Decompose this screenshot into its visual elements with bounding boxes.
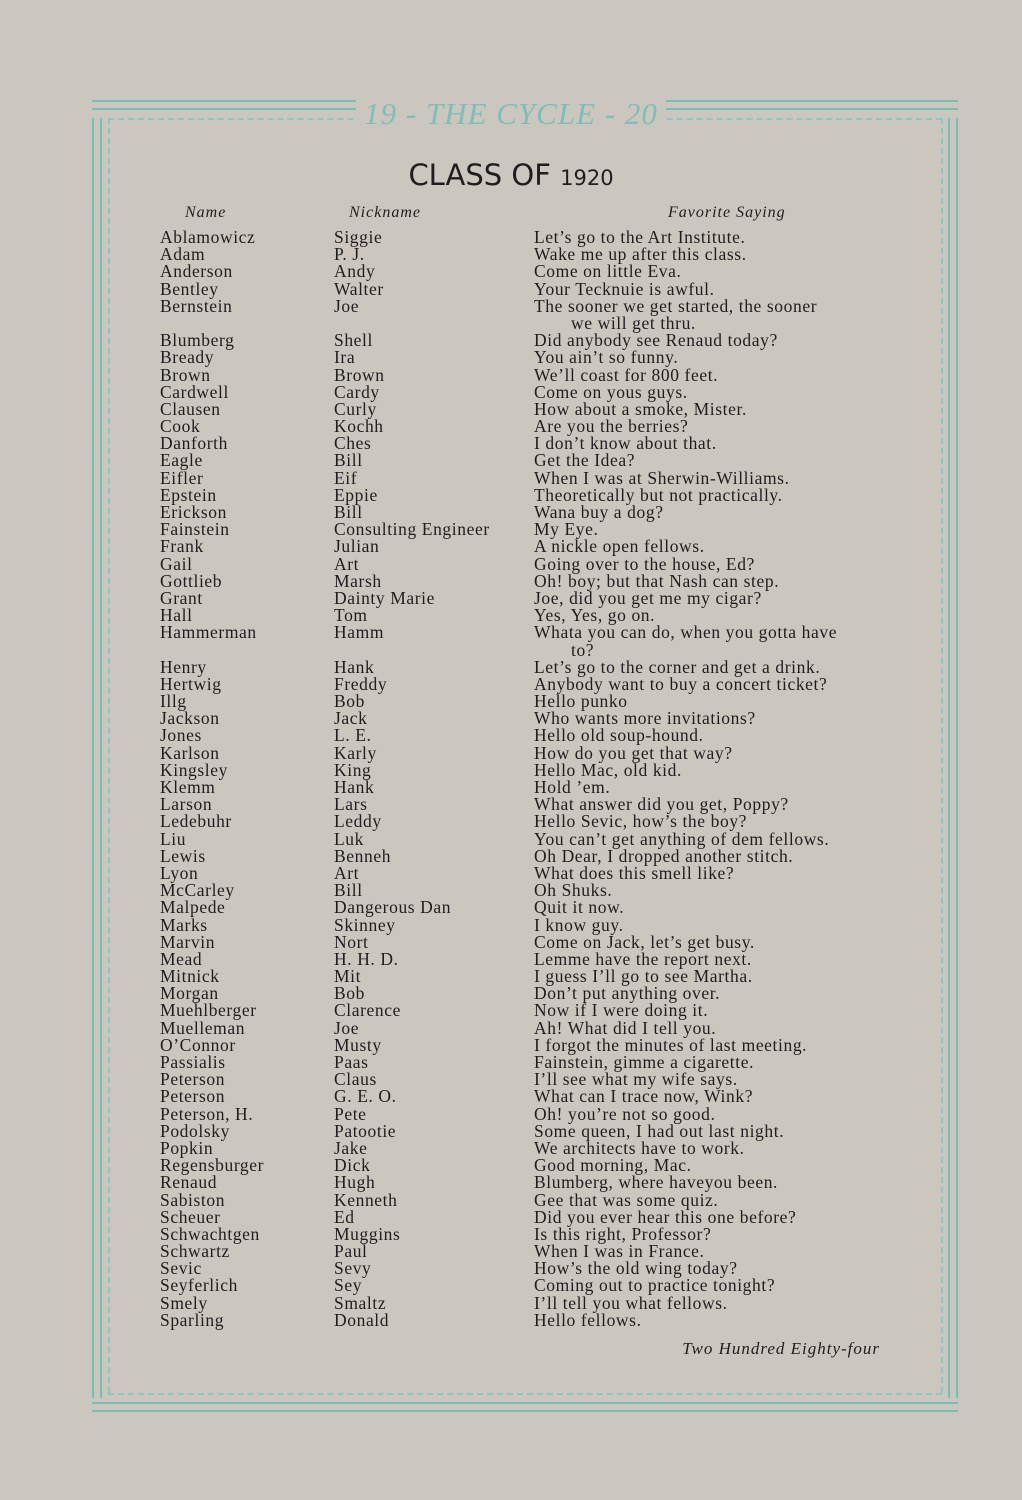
roster-row	[160, 570, 885, 591]
roster-row	[160, 673, 885, 694]
favorite-saying: Let’s go to the Art Institute.	[534, 227, 746, 247]
student-name: Muelleman	[160, 1017, 246, 1038]
favorite-saying: Lemme have the report next.	[534, 948, 752, 969]
page-title	[0, 158, 1022, 192]
favorite-saying: Theoretically but not practically.	[534, 484, 783, 505]
roster-row	[160, 332, 885, 349]
student-nickname: Ches	[334, 433, 372, 454]
roster-row	[160, 1137, 885, 1158]
student-name: Muehlberger	[160, 1000, 257, 1021]
student-name: Sparling	[160, 1309, 225, 1330]
roster-row	[160, 1002, 885, 1019]
student-nickname: Hank	[334, 777, 375, 798]
column-header-saying: Favorite Saying	[668, 204, 786, 221]
student-nickname: Pete	[334, 1103, 367, 1124]
student-nickname: G. E. O.	[334, 1086, 397, 1107]
student-name: Sevic	[160, 1258, 202, 1279]
student-name: Jackson	[160, 708, 220, 729]
student-nickname: Karly	[334, 742, 377, 763]
student-name: Anderson	[160, 261, 233, 282]
roster-row	[160, 381, 885, 402]
roster-row	[160, 1206, 885, 1227]
favorite-saying: Hello punko	[534, 691, 628, 712]
roster-row	[160, 727, 885, 744]
student-nickname: Benneh	[334, 845, 392, 866]
student-nickname: Shell	[334, 330, 373, 351]
student-nickname: Muggins	[334, 1223, 401, 1244]
student-name: Peterson	[160, 1069, 226, 1090]
roster-row	[160, 1071, 885, 1088]
roster-row	[160, 295, 885, 333]
class-roster	[160, 229, 885, 1329]
roster-row	[160, 587, 885, 608]
roster-row	[160, 504, 885, 521]
right-border-dash	[941, 118, 943, 1393]
student-name: Liu	[160, 828, 187, 849]
student-name: Cook	[160, 416, 201, 437]
favorite-saying: Your Tecknuie is awful.	[534, 278, 715, 299]
student-nickname: H. H. D.	[334, 948, 399, 969]
student-nickname: King	[334, 759, 372, 780]
student-nickname: Mit	[334, 966, 362, 987]
roster-row	[160, 1309, 885, 1330]
student-name: Blumberg	[160, 330, 235, 351]
student-name: Marvin	[160, 931, 216, 952]
roster-row	[160, 948, 885, 969]
student-name: Eifler	[160, 467, 204, 488]
student-nickname: Ed	[334, 1206, 355, 1227]
favorite-saying: Anybody want to buy a concert ticket?	[534, 673, 828, 694]
right-border-bar	[948, 118, 958, 1398]
favorite-saying: Fainstein, gimme a cigarette.	[534, 1052, 755, 1073]
student-name: Erickson	[160, 502, 228, 523]
favorite-saying: Let’s go to the corner and get a drink.	[534, 656, 821, 677]
roster-row	[160, 418, 885, 435]
favorite-saying: Is this right, Professor?	[534, 1223, 712, 1244]
roster-row	[160, 693, 885, 710]
student-name: Lewis	[160, 845, 206, 866]
page-number: Two Hundred Eighty-four	[682, 1339, 880, 1358]
student-nickname: Kenneth	[334, 1189, 398, 1210]
student-nickname: Lars	[334, 794, 368, 815]
favorite-saying: Did anybody see Renaud today?	[534, 330, 778, 351]
student-name: Hammerman	[160, 622, 257, 643]
favorite-saying: Are you the berries?	[534, 416, 689, 437]
roster-row	[160, 968, 885, 985]
favorite-saying: Yes, Yes, go on.	[534, 605, 656, 626]
roster-row	[160, 710, 885, 727]
favorite-saying: Hello Mac, old kid.	[534, 759, 682, 780]
student-nickname: Sey	[334, 1275, 363, 1296]
roster-row	[160, 1120, 885, 1141]
roster-row	[160, 1260, 885, 1277]
roster-row	[160, 398, 885, 419]
student-nickname: Joe	[334, 1017, 360, 1038]
roster-row	[160, 1054, 885, 1071]
student-nickname: Skinney	[334, 914, 396, 935]
student-name: Epstein	[160, 484, 217, 505]
roster-row	[160, 985, 885, 1002]
student-name: Illg	[160, 691, 187, 712]
student-nickname: Bob	[334, 691, 365, 712]
favorite-saying: Gee that was some quiz.	[534, 1189, 719, 1210]
student-nickname: Jack	[334, 708, 368, 729]
student-name: Regensburger	[160, 1155, 265, 1176]
roster-row	[160, 882, 885, 899]
student-name: Bernstein	[160, 295, 233, 316]
student-nickname: Donald	[334, 1309, 390, 1330]
student-name: Grant	[160, 587, 203, 608]
student-nickname: Ira	[334, 347, 356, 368]
roster-row	[160, 1292, 885, 1313]
favorite-saying: Coming out to practice tonight?	[534, 1275, 776, 1296]
favorite-saying: When I was at Sherwin-Williams.	[534, 467, 790, 488]
running-head	[0, 96, 1022, 132]
roster-row	[160, 349, 885, 366]
favorite-saying: Hello Sevic, how’s the boy?	[534, 811, 748, 832]
student-name: Seyferlich	[160, 1275, 238, 1296]
student-nickname: Cardy	[334, 381, 380, 402]
favorite-saying: What can I trace now, Wink?	[534, 1086, 754, 1107]
student-nickname: Eppie	[334, 484, 378, 505]
student-name: Ledebuhr	[160, 811, 232, 832]
favorite-saying: Quit it now.	[534, 897, 625, 918]
student-nickname: Bill	[334, 502, 363, 523]
favorite-saying: The sooner we get started, the sooner	[534, 295, 818, 316]
favorite-saying: Joe, did you get me my cigar?	[534, 587, 762, 608]
favorite-saying: Come on Jack, let’s get busy.	[534, 931, 755, 952]
favorite-saying: What answer did you get, Poppy?	[534, 794, 789, 815]
roster-row	[160, 263, 885, 280]
student-name: Popkin	[160, 1137, 214, 1158]
student-nickname: Dangerous Dan	[334, 897, 452, 918]
roster-row	[160, 759, 885, 780]
favorite-saying: Blumberg, where haveyou been.	[534, 1172, 779, 1193]
favorite-saying: Who wants more invitations?	[534, 708, 756, 729]
student-name: Schwachtgen	[160, 1223, 260, 1244]
favorite-saying: You can’t get anything of dem fellows.	[534, 828, 830, 849]
student-name: Hertwig	[160, 673, 222, 694]
roster-row	[160, 1174, 885, 1191]
student-name: Kingsley	[160, 759, 228, 780]
student-name: Hall	[160, 605, 193, 626]
student-nickname: Hugh	[334, 1172, 376, 1193]
student-name: O’Connor	[160, 1034, 236, 1055]
student-nickname: Brown	[334, 364, 385, 385]
favorite-saying: How do you get that way?	[534, 742, 733, 763]
running-head-text: 19 - THE CYCLE - 20	[356, 96, 666, 131]
student-name: Henry	[160, 656, 207, 677]
student-nickname: Patootie	[334, 1120, 397, 1141]
favorite-saying: Wana buy a dog?	[534, 502, 664, 523]
student-name: Karlson	[160, 742, 220, 763]
favorite-saying: How’s the old wing today?	[534, 1258, 738, 1279]
student-nickname: Musty	[334, 1034, 382, 1055]
student-name: Lyon	[160, 862, 199, 883]
student-name: Fainstein	[160, 519, 230, 540]
student-nickname: Paas	[334, 1052, 369, 1073]
favorite-saying: Ah! What did I tell you.	[534, 1017, 717, 1038]
student-nickname: Joe	[334, 295, 360, 316]
roster-row	[160, 624, 885, 658]
roster-row	[160, 931, 885, 952]
favorite-saying: I know guy.	[534, 914, 624, 935]
favorite-saying: Hello fellows.	[534, 1309, 642, 1330]
roster-row	[160, 1277, 885, 1294]
student-nickname: P. J.	[334, 244, 365, 265]
student-nickname: Bob	[334, 983, 365, 1004]
student-nickname: Kochh	[334, 416, 384, 437]
roster-row	[160, 364, 885, 385]
student-name: Peterson, H.	[160, 1103, 254, 1124]
student-name: Scheuer	[160, 1206, 221, 1227]
student-name: Jones	[160, 725, 202, 746]
roster-row	[160, 796, 885, 813]
student-name: Gottlieb	[160, 570, 223, 591]
roster-row	[160, 538, 885, 555]
student-nickname: Sevy	[334, 1258, 372, 1279]
favorite-saying: I’ll tell you what fellows.	[534, 1292, 728, 1313]
favorite-saying: Oh Shuks.	[534, 880, 613, 901]
student-name: Podolsky	[160, 1120, 230, 1141]
favorite-saying: Come on little Eva.	[534, 261, 682, 282]
favorite-saying: Get the Idea?	[534, 450, 636, 471]
favorite-saying: When I was in France.	[534, 1241, 705, 1262]
student-nickname: Jake	[334, 1137, 368, 1158]
favorite-saying: I’ll see what my wife says.	[534, 1069, 738, 1090]
favorite-saying: What does this smell like?	[534, 862, 735, 883]
column-header-name: Name	[185, 204, 227, 221]
favorite-saying: Come on yous guys.	[534, 381, 688, 402]
student-nickname: Paul	[334, 1241, 368, 1262]
student-nickname: Bill	[334, 880, 363, 901]
student-name: Frank	[160, 536, 204, 557]
student-name: Danforth	[160, 433, 228, 454]
student-name: Passialis	[160, 1052, 226, 1073]
favorite-saying: How about a smoke, Mister.	[534, 398, 747, 419]
student-nickname: Clarence	[334, 1000, 401, 1021]
column-header-nickname: Nickname	[349, 204, 421, 221]
favorite-saying: Oh! boy; but that Nash can step.	[534, 570, 780, 591]
roster-row	[160, 1088, 885, 1105]
student-name: Bentley	[160, 278, 219, 299]
favorite-saying: Oh! you’re not so good.	[534, 1103, 716, 1124]
roster-row	[160, 246, 885, 263]
favorite-saying: Wake me up after this class.	[534, 244, 747, 265]
student-name: Adam	[160, 244, 206, 265]
student-nickname: Andy	[334, 261, 376, 282]
student-nickname: Julian	[334, 536, 380, 557]
left-border-bar	[92, 118, 102, 1398]
student-name: Morgan	[160, 983, 219, 1004]
student-nickname: Leddy	[334, 811, 382, 832]
student-nickname: Siggie	[334, 227, 383, 247]
student-nickname: Bill	[334, 450, 363, 471]
favorite-saying: I don’t know about that.	[534, 433, 717, 454]
student-nickname: Tom	[334, 605, 368, 626]
roster-row	[160, 914, 885, 935]
title-main: CLASS OF	[408, 158, 551, 192]
roster-row	[160, 1243, 885, 1260]
favorite-saying: You ain’t so funny.	[534, 347, 679, 368]
left-border-dash	[108, 118, 110, 1393]
favorite-saying: Whata you can do, when you gotta have	[534, 622, 838, 643]
favorite-saying: I forgot the minutes of last meeting.	[534, 1034, 808, 1055]
student-name: Smely	[160, 1292, 208, 1313]
student-name: Klemm	[160, 777, 216, 798]
student-name: Marks	[160, 914, 208, 935]
favorite-saying: A nickle open fellows.	[534, 536, 705, 557]
student-nickname: Dainty Marie	[334, 587, 435, 608]
student-name: Cardwell	[160, 381, 229, 402]
favorite-saying: Going over to the house, Ed?	[534, 553, 755, 574]
favorite-saying: Now if I were doing it.	[534, 1000, 709, 1021]
student-name: Malpede	[160, 897, 226, 918]
roster-row	[160, 845, 885, 866]
roster-row	[160, 1034, 885, 1055]
roster-row	[160, 742, 885, 763]
student-name: Clausen	[160, 398, 221, 419]
student-name: Larson	[160, 794, 213, 815]
favorite-saying: I guess I’ll go to see Martha.	[534, 966, 753, 987]
student-nickname: Marsh	[334, 570, 382, 591]
student-nickname: Art	[334, 553, 360, 574]
favorite-saying: Some queen, I had out last night.	[534, 1120, 785, 1141]
favorite-saying: Don’t put anything over.	[534, 983, 721, 1004]
student-nickname: Walter	[334, 278, 384, 299]
student-name: Renaud	[160, 1172, 218, 1193]
roster-row	[160, 521, 885, 538]
student-nickname: Curly	[334, 398, 377, 419]
student-nickname: Freddy	[334, 673, 388, 694]
favorite-saying: Hello old soup-hound.	[534, 725, 704, 746]
student-name: Ablamowicz	[160, 227, 256, 247]
roster-row	[160, 862, 885, 883]
student-name: Brown	[160, 364, 211, 385]
bottom-border-bar	[92, 1402, 958, 1412]
student-nickname: Nort	[334, 931, 369, 952]
favorite-saying: My Eye.	[534, 519, 599, 540]
roster-row	[160, 435, 885, 452]
student-nickname: Luk	[334, 828, 364, 849]
favorite-saying: We architects have to work.	[534, 1137, 745, 1158]
roster-row	[160, 484, 885, 505]
favorite-saying: We’ll coast for 800 feet.	[534, 364, 719, 385]
student-nickname: Smaltz	[334, 1292, 387, 1313]
bottom-border-dash	[108, 1393, 942, 1395]
student-nickname: Eif	[334, 467, 358, 488]
favorite-saying: Oh Dear, I dropped another stitch.	[534, 845, 794, 866]
favorite-saying: Good morning, Mac.	[534, 1155, 692, 1176]
student-name: Peterson	[160, 1086, 226, 1107]
student-name: Eagle	[160, 450, 203, 471]
student-nickname: Hank	[334, 656, 375, 677]
student-nickname: L. E.	[334, 725, 372, 746]
student-nickname: Art	[334, 862, 360, 883]
roster-row	[160, 1223, 885, 1244]
student-nickname: Hamm	[334, 622, 385, 643]
favorite-saying-continued: we will get thru.	[571, 312, 696, 333]
student-name: Mead	[160, 948, 203, 969]
favorite-saying-continued: to?	[571, 639, 595, 660]
student-nickname: Consulting Engineer	[334, 519, 490, 540]
student-name: Mitnick	[160, 966, 220, 987]
student-name: McCarley	[160, 880, 235, 901]
favorite-saying: Did you ever hear this one before?	[534, 1206, 797, 1227]
student-nickname: Claus	[334, 1069, 377, 1090]
favorite-saying: Hold ’em.	[534, 777, 611, 798]
title-year: 1920	[560, 166, 614, 190]
student-nickname: Dick	[334, 1155, 371, 1176]
roster-row	[160, 229, 885, 246]
student-name: Gail	[160, 553, 193, 574]
student-name: Bready	[160, 347, 215, 368]
student-name: Schwartz	[160, 1241, 230, 1262]
student-name: Sabiston	[160, 1189, 226, 1210]
roster-row	[160, 899, 885, 916]
